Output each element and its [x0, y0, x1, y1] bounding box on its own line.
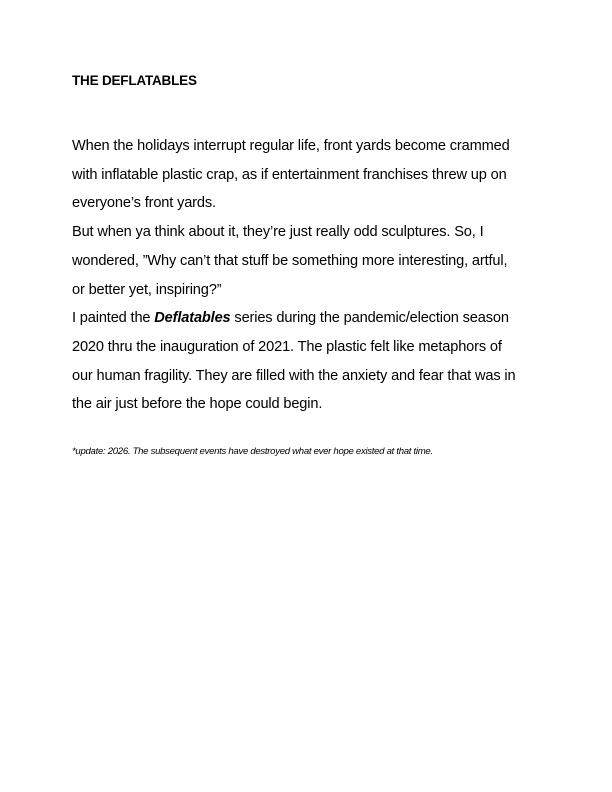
body-line: wondered, ”Why can’t that stuff be something more interesting, artful,: [72, 252, 508, 269]
body-line: 2020 thru the inauguration of 2021. The plastic felt like metaphors of: [72, 338, 502, 355]
body-line: everyone’s front yards.: [72, 195, 216, 212]
update-footnote: *update: 2026. The subsequent events have destroyed what ever hope existed at that time.: [72, 446, 433, 457]
body-line: or better yet, inspiring?”: [72, 281, 222, 298]
body-line: with inflatable plastic crap, as if entertainment franchises threw up on: [72, 166, 507, 183]
series-name: Deflatables: [154, 310, 231, 327]
document-body: [72, 132, 544, 419]
body-line-with-series-name: [72, 304, 544, 333]
body-line: our human fragility. They are filled with the anxiety and fear that was in: [72, 367, 516, 384]
body-text-after-series: series during the pandemic/election season: [230, 310, 509, 327]
body-line: the air just before the hope could begin.: [72, 396, 323, 413]
body-text-before-series: I painted the: [72, 310, 155, 327]
body-line: When the holidays interrupt regular life, front yards become crammed: [72, 138, 510, 154]
body-line: But when ya think about it, they’re just really odd sculptures. So, I: [72, 224, 484, 241]
document-title: THE DEFLATABLES: [72, 73, 197, 88]
